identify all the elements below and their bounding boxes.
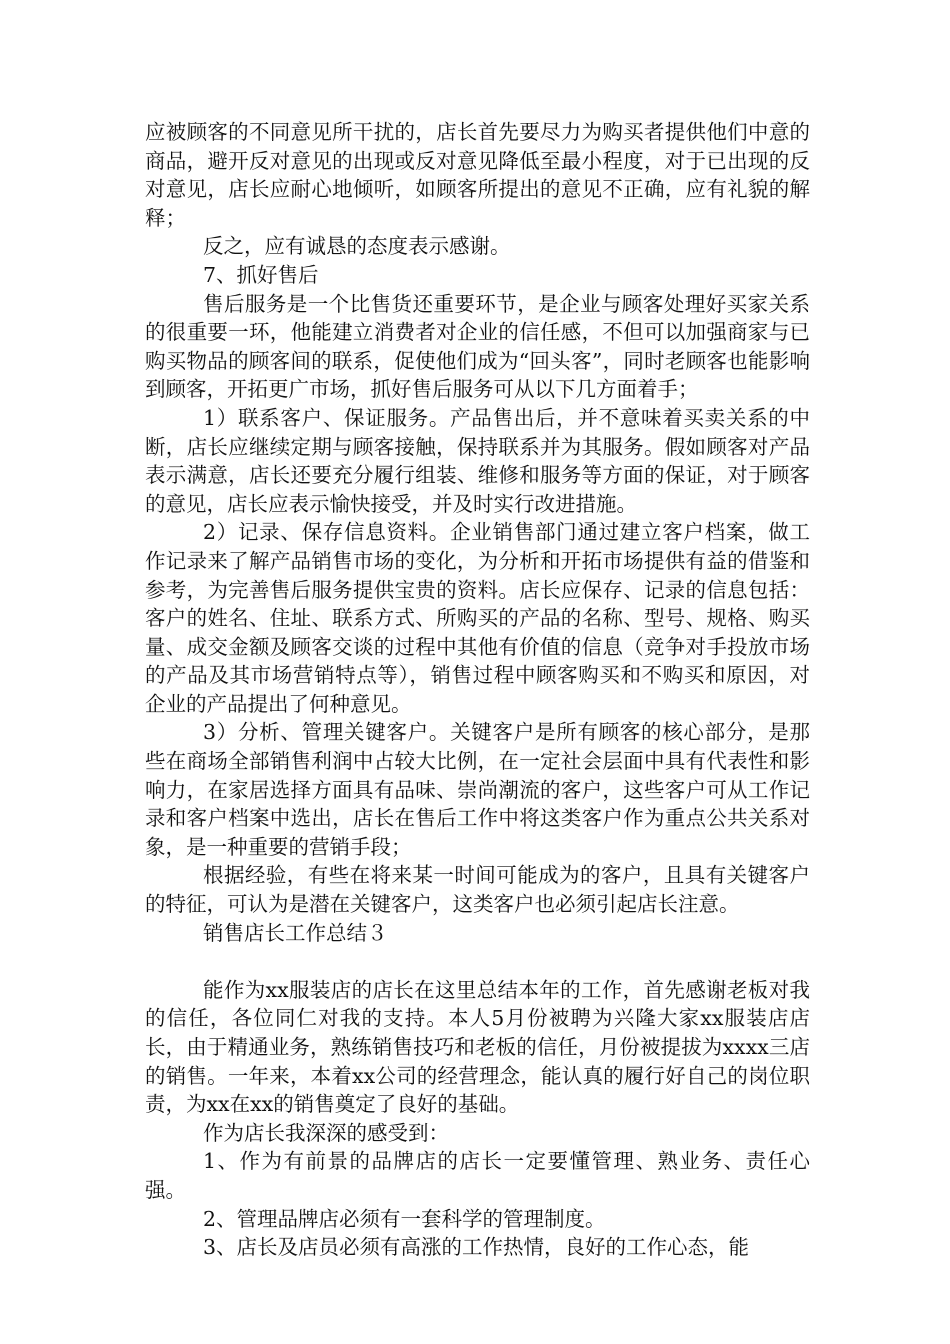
paragraph-after-sales-service: 售后服务是一个比售货还重要环节，是企业与顾客处理好买家关系的很重要一环，他能建立消费者对企业的信任感，不但可以加强商家与已购买物品的顾客间的联系，促使他们成为“回头客”，同时老顾客也能影响到顾客，开拓更广市场，抓好售后服务可从以下几方面着手； xyxy=(145,291,810,402)
list-item-3: 3、店长及店员必须有高涨的工作热情，良好的工作心态，能 xyxy=(203,1235,750,1260)
document-body xyxy=(145,118,810,1262)
paragraph-record-info: 2）记录、保存信息资料。企业销售部门通过建立客户档案，做工作记录来了解产品销售市场的变化，为分析和开拓市场提供有益的借鉴和参考，为完善售后服务提供宝贵的资料。店长应保存、记录的信息包括：客户的姓名、住址、联系方式、所购买的产品的名称、型号、规格、购买量、成交金额及顾客交谈的过程中其他有价值的信息（竞争对手投放市场的产品及其市场营销特点等），销售过程中顾客购买和不购买和原因，对企业的产品提出了何种意见。 xyxy=(145,520,810,716)
paragraph-thanks: 反之，应有诚恳的态度表示感谢。 xyxy=(203,234,511,259)
paragraph-objection-handling: 应被顾客的不同意见所干扰的，店长首先要尽力为购买者提供他们中意的商品，避开反对意见的出现或反对意见降低至最小程度，对于已出现的反对意见，店长应耐心地倾听，如顾客所提出的意见不正确，应有礼貌的解释； xyxy=(145,120,810,230)
paragraph-key-customers: 3）分析、管理关键客户。关键客户是所有顾客的核心部分，是那些在商场全部销售利润中占较大比例，在一定社会层面中具有代表性和影响力，在家居选择方面具有品味、崇尚潮流的客户，这些客户可从工作记录和客户档案中选出，店长在售后工作中将这类客户作为重点公共关系对象，是一种重要的营销手段； xyxy=(145,720,810,859)
blank-line xyxy=(145,947,810,976)
section-heading-after-sales: 7、抓好售后 xyxy=(203,262,319,287)
paragraph-intro-summary: 能作为xx服装店的店长在这里总结本年的工作，首先感谢老板对我的信任，各位同仁对我的支持。本人5月份被聘为兴隆大家xx服装店店长，由于精通业务，熟练销售技巧和老板的信任，月份被提拔为xxxx三店的销售。一年来，本着xx公司的经营理念，能认真的履行好自己的岗位职责，为xx在xx的销售奠定了良好的基础。 xyxy=(145,977,810,1117)
section-title-summary-3: 销售店长工作总结３ xyxy=(203,920,388,945)
list-item-1: 1、作为有前景的品牌店的店长一定要懂管理、熟业务、责任心强。 xyxy=(145,1149,810,1202)
paragraph-contact-customers: 1）联系客户、保证服务。产品售出后，并不意味着买卖关系的中断，店长应继续定期与顾客接触，保持联系并为其服务。假如顾客对产品表示满意，店长还要充分履行组装、维修和服务等方面的保证，对于顾客的意见，店长应表示愉快接受，并及时实行改进措施。 xyxy=(145,405,810,516)
list-item-2: 2、管理品牌店必须有一套科学的管理制度。 xyxy=(203,1206,606,1231)
paragraph-feelings: 作为店长我深深的感受到： xyxy=(203,1120,449,1145)
paragraph-potential-customers: 根据经验，有些在将来某一时间可能成为的客户，且具有关键客户的特征，可认为是潜在关键客户，这类客户也必须引起店长注意。 xyxy=(145,863,810,917)
